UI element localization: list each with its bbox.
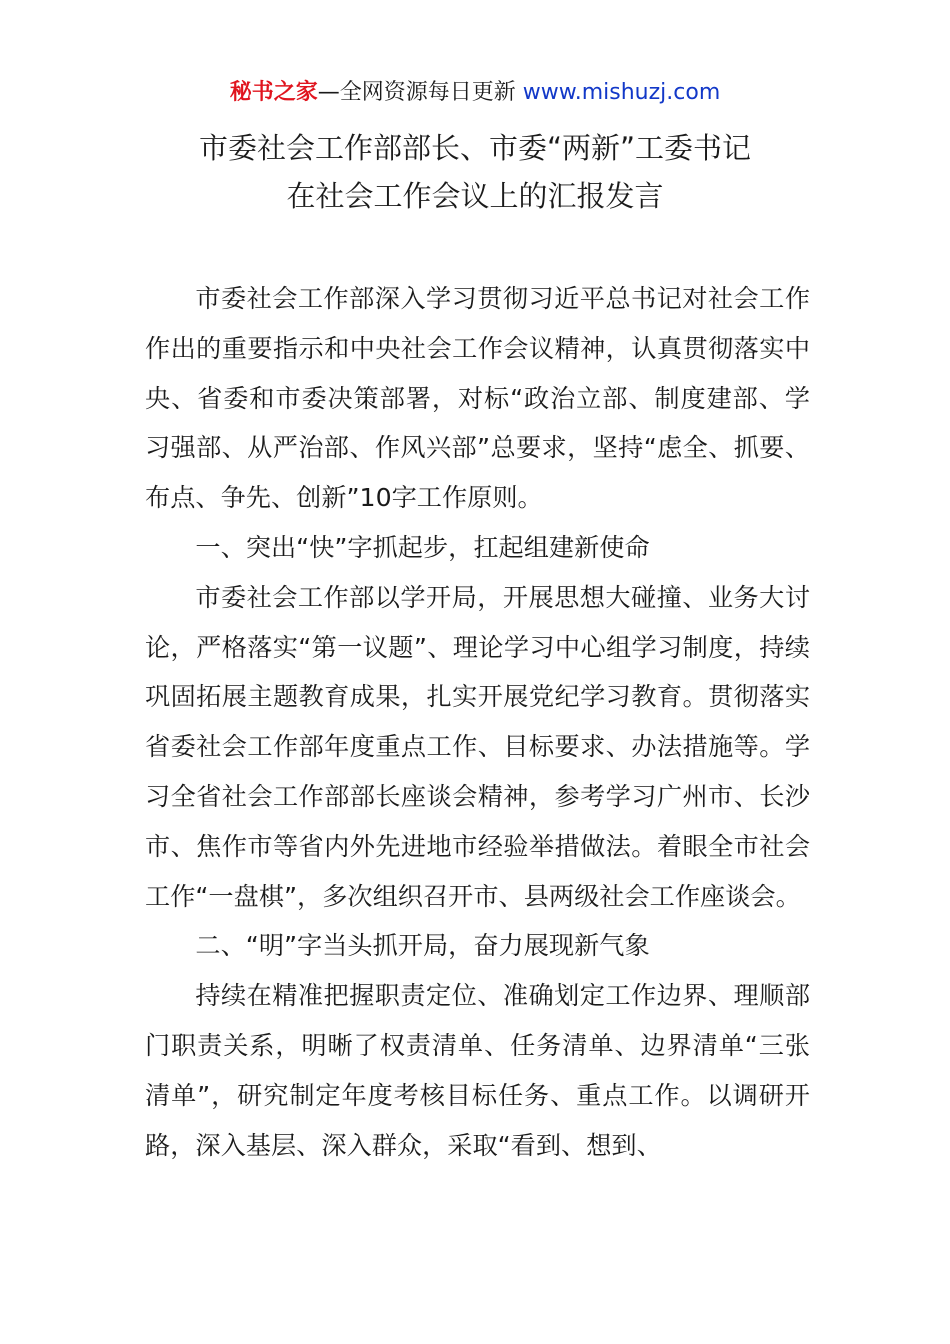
site-brand: 秘书之家	[229, 80, 318, 105]
document-title-line-2: 在社会工作会议上的汇报发言	[286, 179, 664, 213]
site-url-link[interactable]: www.mishuzj.com	[522, 80, 721, 105]
section-heading-2: 二、“明”字当头抓开局，奋力展现新气象	[195, 931, 650, 961]
paragraph-section-2: 持续在精准把握职责定位、准确划定工作边界、理顺部门职责关系，明晰了权责清单、任务清单、边界清单“三张清单”，研究制定年度考核目标任务、重点工作。以调研开路，深入基层、深入群众，采取“看到、想到、	[145, 981, 810, 1160]
paragraph-section-1: 市委社会工作部以学开局，开展思想大碰撞、业务大讨论，严格落实“第一议题”、理论学习中心组学习制度，持续巩固拓展主题教育成果，扎实开展党纪学习教育。贯彻落实省委社会工作部年度重点工作、目标要求、办法措施等。学习全省社会工作部部长座谈会精神，参考学习广州市、长沙市、焦作市等省内外先进地市经验举措做法。着眼全市社会工作“一盘棋”，多次组织召开市、县两级社会工作座谈会。	[145, 582, 810, 911]
site-tagline: —全网资源每日更新	[317, 80, 523, 105]
site-header	[0, 78, 950, 108]
section-heading-1: 一、突出“快”字抓起步，扛起组建新使命	[195, 532, 650, 562]
paragraph-intro: 市委社会工作部深入学习贯彻习近平总书记对社会工作作出的重要指示和中央社会工作会议精神，认真贯彻落实中央、省委和市委决策部署，对标“政治立部、制度建部、学习强部、从严治部、作风兴部”总要求，坚持“虑全、抓要、布点、争先、创新”10字工作原则。	[145, 284, 810, 513]
document-title-line-1: 市委社会工作部部长、市委“两新”工委书记	[198, 131, 752, 165]
document-body	[145, 274, 810, 1170]
